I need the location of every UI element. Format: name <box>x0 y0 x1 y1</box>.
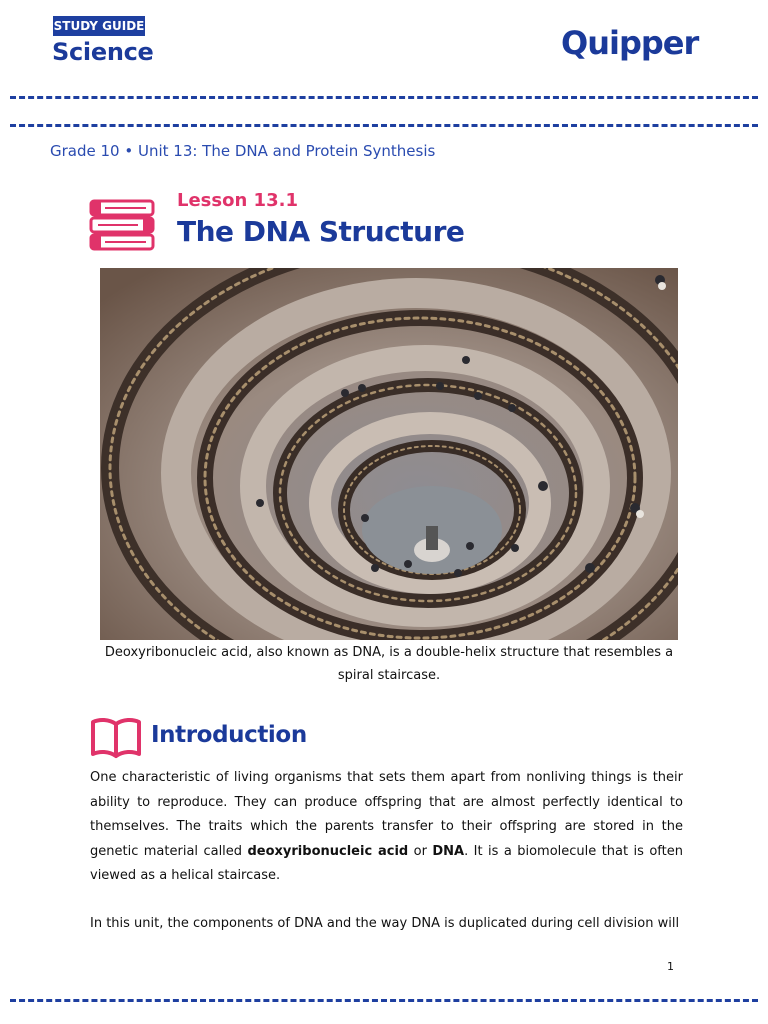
breadcrumb: Grade 10 • Unit 13: The DNA and Protein Synthesis <box>50 142 436 160</box>
lesson-title: The DNA Structure <box>177 215 465 248</box>
header-divider-bottom <box>10 124 758 127</box>
paragraph-text: One characteristic of living organisms that sets them apart from nonliving things is their ability to reproduce. They can produce offspring that are almost perfectly identical to themselves. The traits which the parents transfer to their offspring are stored in the genetic material called <box>90 770 683 859</box>
brand-logo: Quipper <box>561 24 699 62</box>
introduction-heading: Introduction <box>151 722 307 748</box>
open-book-icon <box>90 716 142 760</box>
page-number: 1 <box>667 960 674 973</box>
lesson-number: Lesson 13.1 <box>177 190 298 211</box>
study-guide-badge: STUDY GUIDE <box>53 16 145 36</box>
term-deoxyribonucleic-acid: deoxyribonucleic acid <box>247 843 409 859</box>
stacked-books-icon <box>88 196 158 252</box>
paragraph-text: or <box>408 843 433 859</box>
paragraph-text: . It is a biomolecule that is often viewed as a helical staircase. <box>90 843 683 883</box>
unit-overview-paragraph: In this unit, the components of DNA and the way DNA is duplicated during cell division will <box>90 916 680 931</box>
subject-title: Science <box>52 38 154 66</box>
figure-caption: Deoxyribonucleic acid, also known as DNA, is a double-helix structure that resembles a spiral staircase. <box>104 645 674 683</box>
introduction-paragraph <box>90 766 683 889</box>
term-dna: DNA <box>432 843 465 859</box>
spiral-staircase-photo <box>100 268 678 640</box>
header-divider-top <box>10 96 758 99</box>
footer-divider <box>10 999 758 1002</box>
